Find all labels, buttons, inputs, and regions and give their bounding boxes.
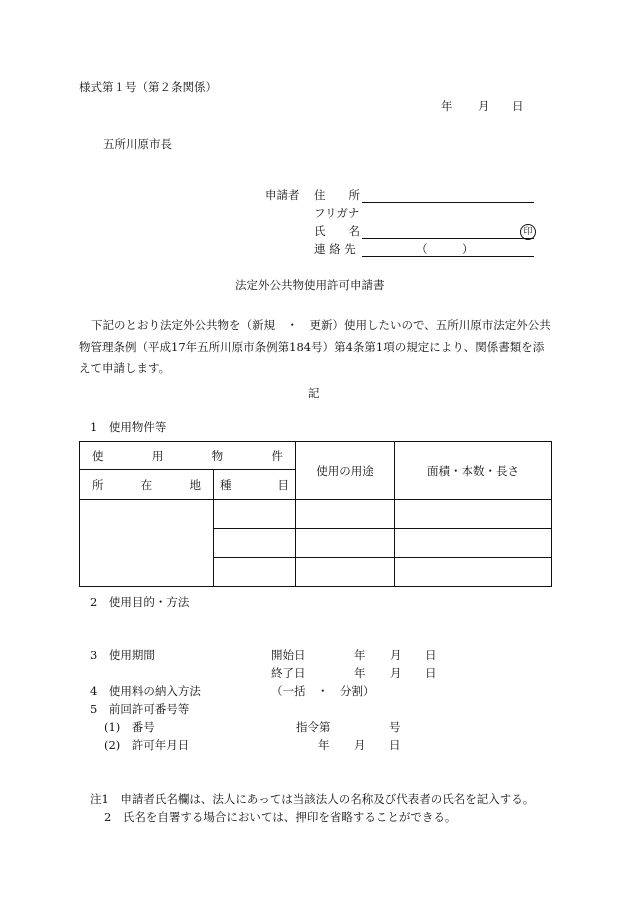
header-purpose: 使用の用途 [296, 442, 395, 500]
previous-number-suffix: 号 [389, 720, 401, 734]
header-object-char: 物 [211, 448, 224, 463]
section-5-heading: 5 前回許可番号等 [90, 702, 190, 716]
date-year-label: 年 [441, 99, 453, 113]
date-month-label: 月 [478, 99, 490, 113]
previous-year: 年 [318, 738, 330, 752]
header-object-char: 用 [151, 448, 164, 463]
start-year: 年 [354, 648, 366, 662]
document-title: 法定外公共物使用許可申請書 [235, 278, 385, 292]
name-label: 氏 名 [314, 224, 360, 238]
previous-number-label: (1) 番号 [104, 720, 155, 734]
start-month: 月 [390, 648, 402, 662]
header-location [80, 470, 214, 500]
payment-options: （一括 ・ 分割） [271, 684, 375, 698]
previous-month: 月 [354, 738, 366, 752]
end-month: 月 [390, 666, 402, 680]
form-number: 様式第１号（第２条関係） [79, 80, 217, 94]
kind-cell[interactable] [214, 558, 296, 587]
section-3-heading: 3 使用期間 [90, 648, 155, 662]
ki-heading: 記 [308, 386, 320, 400]
purpose-cell[interactable] [296, 558, 395, 587]
end-date-label: 終了日 [271, 666, 306, 680]
section-2-heading: 2 使用目的・方法 [90, 595, 190, 609]
items-table [79, 441, 552, 587]
contact-paren: （ ） [416, 242, 474, 256]
applicant-label: 申請者 [265, 188, 300, 202]
location-cell[interactable] [80, 500, 214, 587]
area-cell[interactable] [395, 558, 552, 587]
start-date-label: 開始日 [271, 648, 306, 662]
purpose-cell[interactable] [296, 500, 395, 529]
address-label: 住 所 [314, 188, 360, 202]
end-year: 年 [354, 666, 366, 680]
body-text: 下記のとおり法定外公共物を（新規 ・ 更新）使用したいので、五所川原市法定外公共物管理条例（平成17年五所川原市条例第184号）第4条第1項の規定により、関係書類を添えて申請します。 [79, 318, 551, 375]
header-kind [214, 470, 296, 500]
note-2: 2 氏名を自署する場合においては、押印を省略することができる。 [104, 810, 457, 824]
header-location-char: 地 [189, 477, 201, 492]
furigana-label: フリガナ [314, 206, 360, 220]
start-day: 日 [425, 648, 437, 662]
seal-mark: 印 [520, 224, 536, 240]
area-cell[interactable] [395, 529, 552, 558]
kind-cell[interactable] [214, 500, 296, 529]
previous-number-prefix: 指令第 [296, 720, 331, 734]
date-day-label: 日 [512, 99, 524, 113]
header-location-char: 所 [92, 477, 104, 492]
area-cell[interactable] [395, 500, 552, 529]
header-kind-char: 種 [220, 477, 232, 492]
kind-cell[interactable] [214, 529, 296, 558]
contact-label: 連 絡 先 [314, 242, 356, 256]
header-location-char: 在 [140, 477, 153, 492]
header-object [80, 442, 296, 470]
previous-date-label: (2) 許可年月日 [104, 738, 190, 752]
section-4-heading: 4 使用料の納入方法 [90, 684, 201, 698]
seal-icon [520, 224, 536, 240]
section-1-heading: 1 使用物件等 [90, 420, 167, 434]
header-kind-char: 目 [277, 477, 289, 492]
addressee: 五所川原市長 [103, 137, 172, 151]
header-object-char: 使 [92, 448, 104, 463]
header-area: 面積・本数・長さ [395, 442, 552, 500]
end-day: 日 [425, 666, 437, 680]
header-object-char: 件 [271, 448, 283, 463]
previous-day: 日 [389, 738, 401, 752]
contact-field[interactable] [362, 256, 534, 257]
address-field[interactable] [362, 202, 534, 203]
table-row [80, 500, 552, 529]
name-field[interactable] [362, 238, 534, 239]
note-1: 注1 申請者氏名欄は、法人にあっては当該法人の名称及び代表者の氏名を記入する。 [90, 792, 535, 806]
purpose-cell[interactable] [296, 529, 395, 558]
